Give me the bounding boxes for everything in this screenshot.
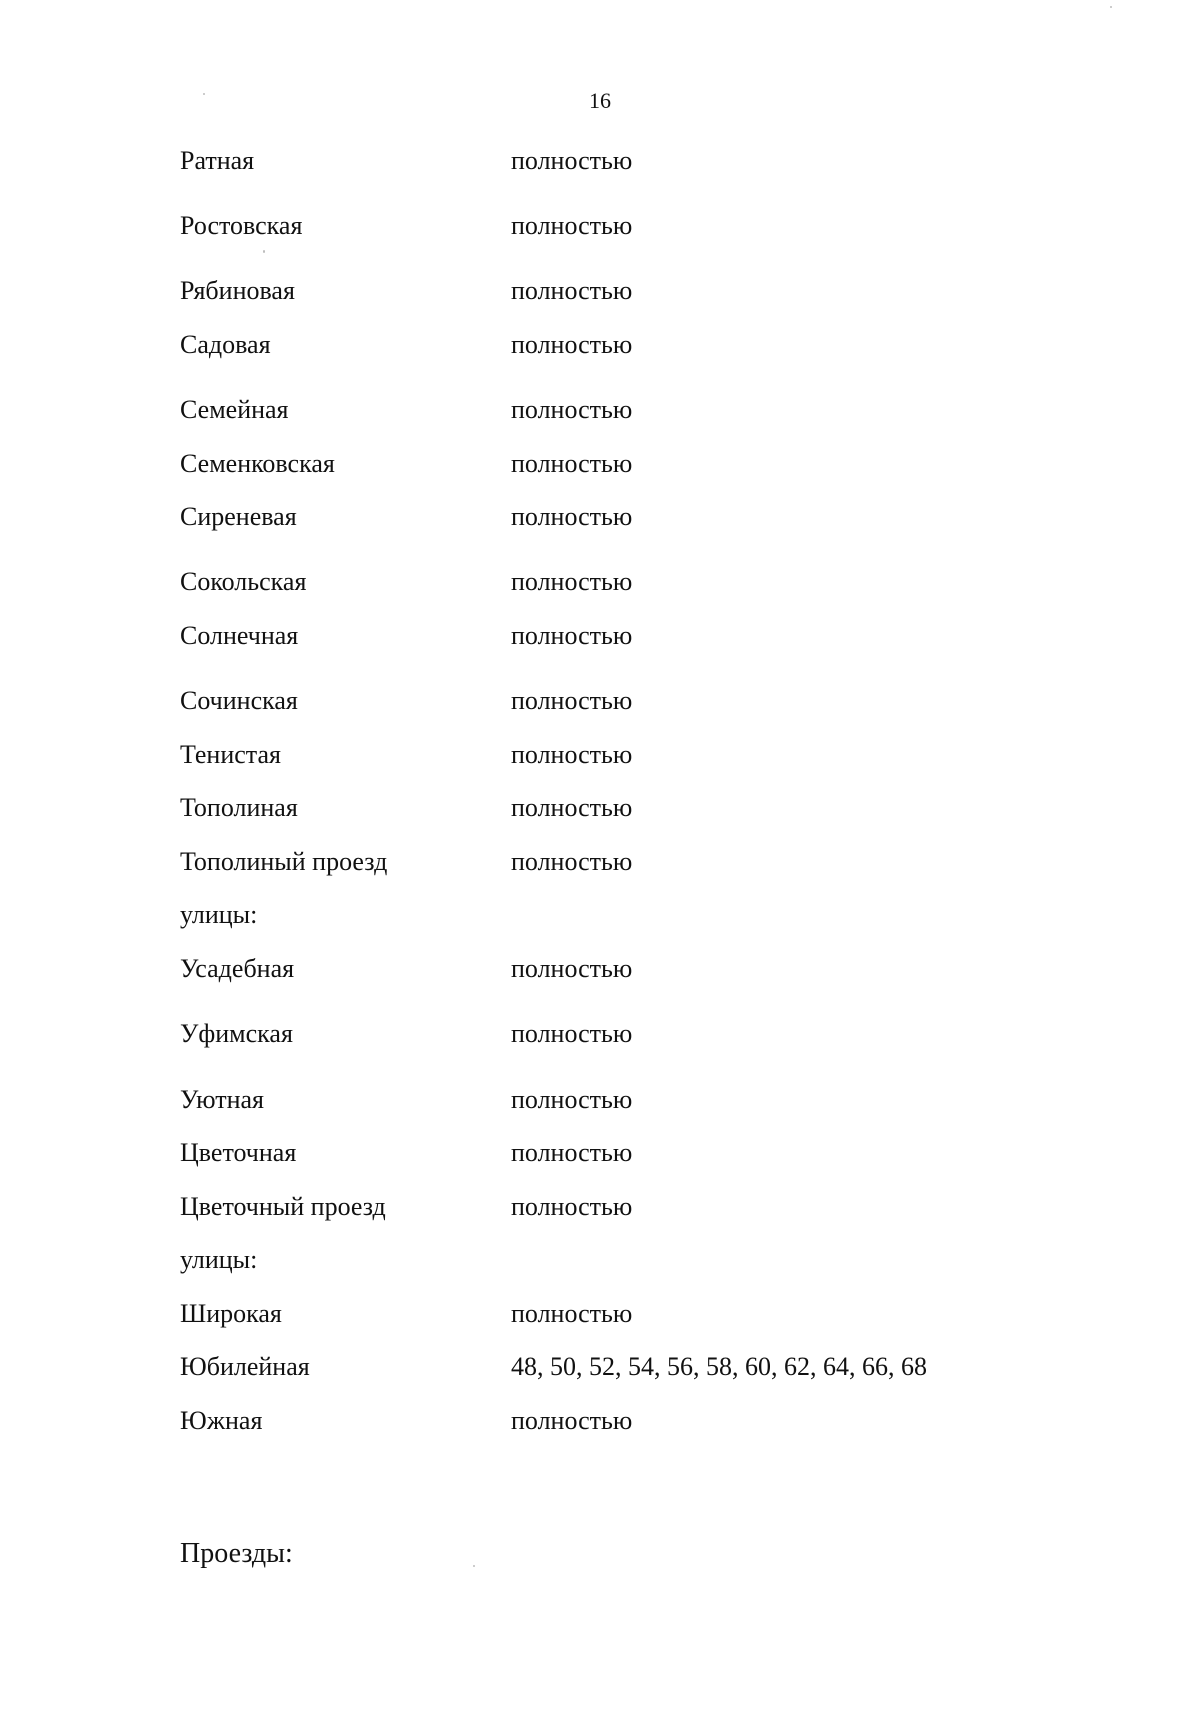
street-row [0, 1083, 1200, 1117]
scan-speck [263, 250, 265, 253]
street-row [0, 1297, 1200, 1331]
street-row [0, 619, 1200, 653]
street-name: Садовая [180, 330, 271, 359]
street-name: Семенковская [180, 449, 335, 478]
street-name: Цветочная [180, 1138, 297, 1167]
street-name: Усадебная [180, 954, 295, 983]
street-row [0, 791, 1200, 825]
street-row [0, 500, 1200, 534]
section-heading: Проезды: [180, 1538, 293, 1569]
street-row [0, 1136, 1200, 1170]
street-row [0, 952, 1200, 986]
street-name: улицы: [180, 900, 258, 929]
house-numbers: полностью [511, 1406, 633, 1435]
house-numbers: полностью [511, 1138, 633, 1167]
street-row [0, 738, 1200, 772]
street-row [0, 1404, 1200, 1438]
street-row [0, 1243, 1200, 1277]
street-row [0, 845, 1200, 879]
street-row [0, 1017, 1200, 1051]
house-numbers: полностью [511, 740, 633, 769]
street-row [0, 565, 1200, 599]
street-row [0, 209, 1200, 243]
house-numbers: полностью [511, 146, 633, 175]
street-name: Тенистая [180, 740, 281, 769]
house-numbers: полностью [511, 621, 633, 650]
house-numbers: полностью [511, 793, 633, 822]
street-row [0, 447, 1200, 481]
house-numbers: полностью [511, 954, 633, 983]
house-numbers: полностью [511, 330, 633, 359]
house-numbers: полностью [511, 847, 633, 876]
street-row [0, 684, 1200, 718]
street-name: Цветочный проезд [180, 1192, 386, 1221]
street-row [0, 898, 1200, 932]
street-name: Сочинская [180, 686, 298, 715]
street-row [0, 274, 1200, 308]
street-name: Ратная [180, 146, 255, 175]
street-name: Солнечная [180, 621, 299, 650]
street-name: Южная [180, 1406, 263, 1435]
street-name: Тополиный проезд [180, 847, 388, 876]
street-name: Тополиная [180, 793, 298, 822]
house-numbers: полностью [511, 502, 633, 531]
house-numbers: 48, 50, 52, 54, 56, 58, 60, 62, 64, 66, 68 [511, 1352, 927, 1381]
street-name: Ростовская [180, 211, 303, 240]
house-numbers: полностью [511, 1019, 633, 1048]
page-number: 16 [589, 88, 611, 113]
street-name: Семейная [180, 395, 289, 424]
street-name: Юбилейная [180, 1352, 310, 1381]
street-name: улицы: [180, 1245, 258, 1274]
house-numbers: полностью [511, 1192, 633, 1221]
house-numbers: полностью [511, 1085, 633, 1114]
house-numbers: полностью [511, 211, 633, 240]
house-numbers: полностью [511, 449, 633, 478]
street-row [0, 393, 1200, 427]
scan-speck [1110, 6, 1112, 8]
street-name: Сокольская [180, 567, 307, 596]
street-name: Сиреневая [180, 502, 297, 531]
street-name: Широкая [180, 1299, 282, 1328]
street-name: Уютная [180, 1085, 264, 1114]
scan-speck [203, 93, 205, 95]
house-numbers: полностью [511, 395, 633, 424]
house-numbers: полностью [511, 1299, 633, 1328]
house-numbers: полностью [511, 567, 633, 596]
house-numbers: полностью [511, 276, 633, 305]
street-row [0, 1190, 1200, 1224]
street-row [0, 328, 1200, 362]
street-name: Рябиновая [180, 276, 295, 305]
street-row [0, 1350, 1200, 1384]
scan-speck [473, 1565, 475, 1567]
street-row [0, 144, 1200, 178]
street-name: Уфимская [180, 1019, 293, 1048]
house-numbers: полностью [511, 686, 633, 715]
